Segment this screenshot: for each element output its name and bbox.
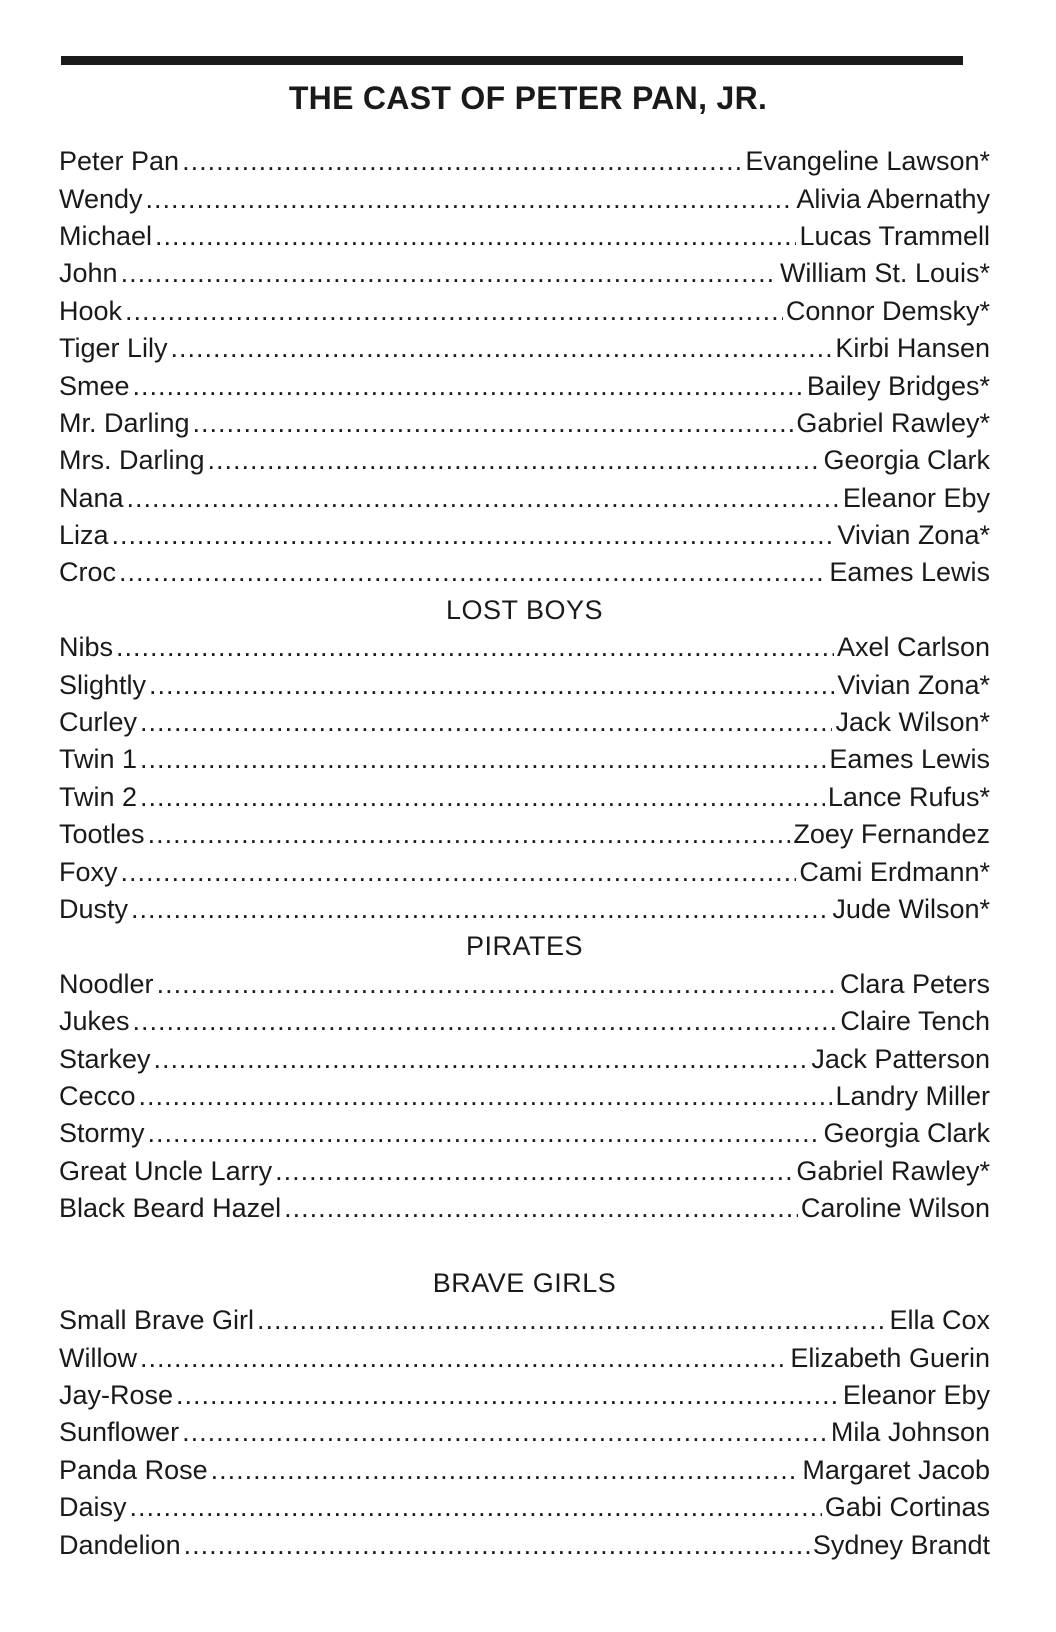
actor-name: Alivia Abernathy — [796, 183, 990, 214]
role-name: Great Uncle Larry — [59, 1155, 273, 1186]
dot-leader — [155, 223, 796, 250]
role-name: Tootles — [59, 819, 145, 850]
dot-leader — [182, 148, 742, 175]
actor-name: Claire Tench — [840, 1006, 990, 1037]
actor-name: Zoey Fernandez — [793, 819, 990, 850]
cast-row — [59, 517, 990, 554]
cast-row — [59, 1190, 990, 1227]
dot-leader — [140, 784, 825, 811]
dot-leader — [140, 709, 832, 736]
actor-name: Ella Cox — [889, 1305, 990, 1336]
cast-row — [59, 1078, 990, 1115]
cast-row — [59, 255, 990, 292]
actor-name: Kirbi Hansen — [835, 333, 990, 364]
dot-leader — [131, 896, 829, 923]
actor-name: Bailey Bridges* — [806, 370, 990, 401]
actor-name: Connor Demsky* — [785, 295, 990, 326]
role-name: Dandelion — [59, 1529, 181, 1560]
cast-row — [59, 554, 990, 591]
cast-row — [59, 1153, 990, 1190]
dot-leader — [284, 1195, 798, 1222]
dot-leader — [148, 1120, 821, 1147]
dot-leader — [149, 672, 834, 699]
actor-name: Jude Wilson* — [832, 894, 990, 924]
actor-name: Mila Johnson — [830, 1417, 990, 1448]
actor-name: Axel Carlson — [836, 632, 990, 663]
role-name: John — [59, 258, 118, 289]
dot-leader — [157, 971, 837, 998]
actor-name: Gabriel Rawley* — [796, 407, 990, 438]
section-heading: PIRATES — [465, 931, 584, 962]
dot-leader — [140, 1345, 787, 1372]
cast-row — [59, 442, 990, 479]
cast-row — [59, 480, 990, 517]
role-name: Mrs. Darling — [59, 445, 205, 476]
page-title: THE CAST OF PETER PAN, JR. — [288, 80, 768, 116]
actor-name: Lance Rufus* — [827, 781, 990, 812]
dot-leader — [154, 1046, 809, 1073]
dot-leader — [257, 1307, 886, 1334]
actor-name: Jack Patterson — [811, 1043, 990, 1074]
cast-row — [59, 1340, 990, 1377]
dot-leader — [121, 859, 797, 886]
actor-name: Eleanor Eby — [842, 1380, 990, 1411]
role-name: Tiger Lily — [59, 333, 168, 364]
actor-name: Vivian Zona* — [837, 669, 990, 700]
cast-row — [59, 779, 990, 816]
dot-leader — [119, 559, 826, 586]
cast-row — [59, 666, 990, 703]
actor-name: Cami Erdmann* — [799, 856, 990, 887]
actor-name: Landry Miller — [835, 1080, 990, 1111]
actor-name: Sydney Brandt — [812, 1529, 990, 1560]
role-name: Slightly — [59, 669, 147, 700]
cast-row — [59, 629, 990, 666]
cast-list — [59, 143, 990, 1564]
dot-leader — [176, 1382, 840, 1409]
actor-name: Georgia Clark — [823, 1118, 990, 1149]
cast-row — [59, 1526, 990, 1563]
section-heading: LOST BOYS — [445, 594, 604, 625]
dot-leader — [133, 373, 804, 400]
role-name: Dusty — [59, 894, 129, 924]
role-name: Michael — [59, 220, 153, 251]
top-rule — [61, 56, 963, 65]
cast-row — [59, 218, 990, 255]
cast-row — [59, 1003, 990, 1040]
cast-row — [59, 853, 990, 890]
role-name: Small Brave Girl — [59, 1305, 255, 1336]
cast-row — [59, 1452, 990, 1489]
cast-row — [59, 1414, 990, 1451]
dot-leader — [127, 485, 840, 512]
role-name: Cecco — [59, 1080, 136, 1111]
role-name: Smee — [59, 370, 130, 401]
dot-leader — [171, 335, 833, 362]
dot-leader — [121, 260, 777, 287]
role-name: Stormy — [59, 1118, 145, 1149]
dot-leader — [148, 821, 791, 848]
actor-name: Gabriel Rawley* — [796, 1155, 990, 1186]
actor-name: Clara Peters — [839, 968, 990, 999]
cast-row — [59, 330, 990, 367]
dot-leader — [130, 1494, 822, 1521]
role-name: Wendy — [59, 183, 143, 214]
dot-leader — [211, 1457, 800, 1484]
actor-name: William St. Louis* — [779, 258, 990, 289]
cast-row — [59, 1489, 990, 1526]
role-name: Nana — [59, 482, 124, 513]
cast-row — [59, 143, 990, 180]
role-name: Croc — [59, 557, 117, 588]
cast-row — [59, 405, 990, 442]
role-name: Hook — [59, 295, 123, 326]
role-name: Black Beard Hazel — [59, 1193, 282, 1224]
actor-name: Eames Lewis — [829, 744, 990, 775]
role-name: Sunflower — [59, 1417, 180, 1448]
actor-name: Vivian Zona* — [837, 520, 990, 551]
actor-name: Georgia Clark — [823, 445, 990, 476]
actor-name: Elizabeth Guerin — [790, 1342, 990, 1373]
actor-name: Margaret Jacob — [802, 1454, 990, 1485]
role-name: Foxy — [59, 856, 118, 887]
dot-leader — [125, 298, 783, 325]
role-name: Twin 2 — [59, 781, 138, 812]
cast-row — [59, 1040, 990, 1077]
role-name: Mr. Darling — [59, 407, 190, 438]
dot-leader — [193, 410, 794, 437]
role-name: Starkey — [59, 1043, 151, 1074]
section-heading: BRAVE GIRLS — [432, 1267, 617, 1298]
cast-row — [59, 966, 990, 1003]
role-name: Panda Rose — [59, 1454, 208, 1485]
cast-row — [59, 1302, 990, 1339]
cast-row — [59, 704, 990, 741]
dot-leader — [184, 1532, 810, 1559]
role-name: Willow — [59, 1342, 137, 1373]
actor-name: Eames Lewis — [829, 557, 990, 588]
actor-name: Gabi Cortinas — [824, 1492, 990, 1523]
actor-name: Evangeline Lawson* — [745, 146, 990, 177]
role-name: Jukes — [59, 1006, 130, 1037]
cast-row — [59, 1115, 990, 1152]
cast-row — [59, 891, 990, 928]
actor-name: Lucas Trammell — [799, 220, 990, 251]
dot-leader — [146, 186, 794, 213]
role-name: Peter Pan — [59, 146, 180, 177]
dot-leader — [139, 1083, 833, 1110]
cast-row — [59, 180, 990, 217]
actor-name: Caroline Wilson — [800, 1193, 990, 1224]
cast-row — [59, 816, 990, 853]
cast-row — [59, 367, 990, 404]
dot-leader — [208, 447, 821, 474]
dot-leader — [112, 522, 835, 549]
dot-leader — [133, 1008, 838, 1035]
actor-name: Eleanor Eby — [842, 482, 990, 513]
section-spacer — [59, 1227, 990, 1264]
dot-leader — [140, 746, 826, 773]
actor-name: Jack Wilson* — [835, 707, 990, 738]
role-name: Nibs — [59, 632, 114, 663]
role-name: Twin 1 — [59, 744, 138, 775]
role-name: Noodler — [59, 968, 154, 999]
role-name: Daisy — [59, 1492, 127, 1523]
dot-leader — [275, 1158, 793, 1185]
role-name: Jay-Rose — [59, 1380, 174, 1411]
dot-leader — [182, 1419, 828, 1446]
cast-row — [59, 1377, 990, 1414]
role-name: Liza — [59, 520, 109, 551]
cast-row — [59, 293, 990, 330]
cast-row — [59, 741, 990, 778]
dot-leader — [116, 634, 834, 661]
role-name: Curley — [59, 707, 138, 738]
